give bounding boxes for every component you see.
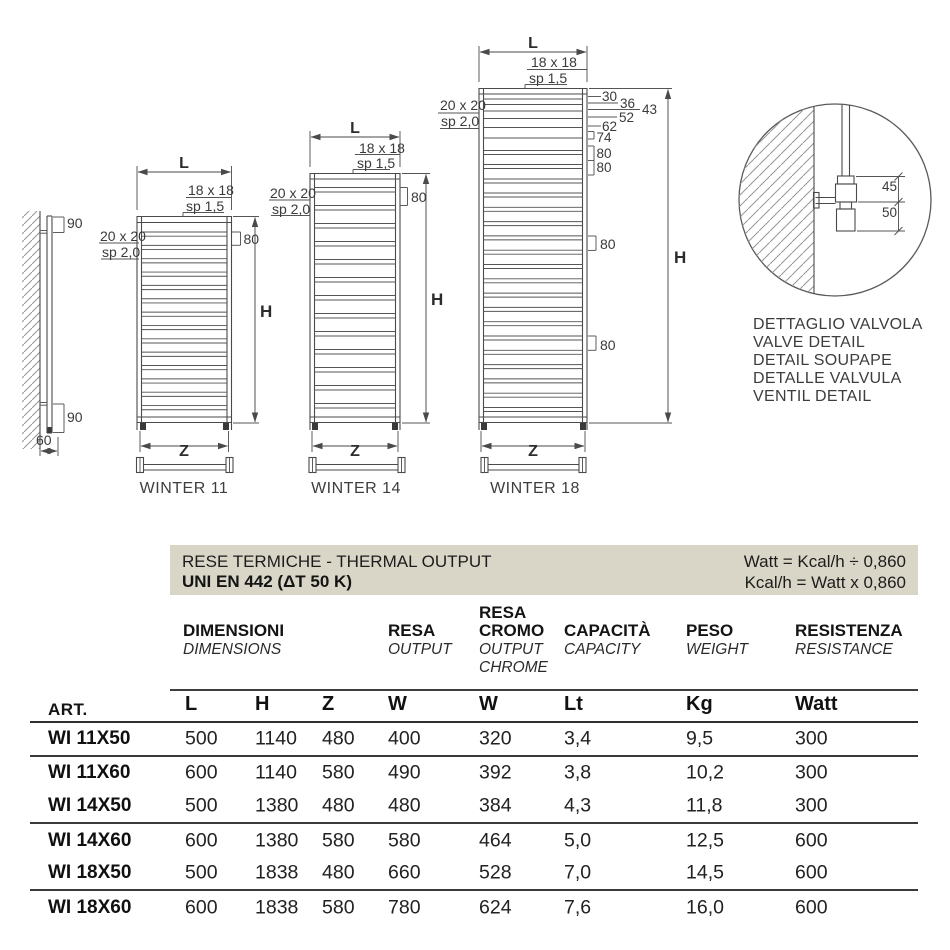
- w14-dim-h-label: H: [431, 290, 444, 309]
- w11-dim-l-label: L: [179, 155, 189, 172]
- valve-dim-45: 45: [882, 179, 898, 194]
- side-dim-bottom: 90: [67, 409, 83, 425]
- group-output-chrome-en1: OUTPUT: [479, 641, 543, 658]
- cell-output: 660: [388, 861, 421, 884]
- w18-dim-h-label: H: [674, 248, 687, 267]
- unit-watt: Watt: [795, 693, 838, 715]
- valve-caption-en: VALVE DETAIL: [753, 334, 866, 351]
- unit-w-output: W: [388, 693, 407, 715]
- cell-z: 480: [322, 794, 355, 817]
- cell-l: 600: [185, 829, 218, 852]
- cell-capacity: 5,0: [564, 829, 592, 852]
- unit-kg: Kg: [686, 693, 713, 715]
- w18-dim-80-low: 80: [600, 337, 616, 353]
- w14-dim-z-label: Z: [350, 443, 360, 460]
- w18-dim-l-label: L: [528, 35, 538, 52]
- side-dim-top: 90: [67, 215, 83, 231]
- group-output-en: OUTPUT: [388, 641, 452, 658]
- table-row: [30, 891, 918, 925]
- cell-h: 1838: [255, 861, 299, 884]
- cell-l: 500: [185, 794, 218, 817]
- cell-weight: 14,5: [686, 861, 724, 884]
- group-weight-en: WEIGHT: [686, 641, 748, 658]
- cell-h: 1140: [255, 727, 297, 750]
- cell-output-chrome: 464: [479, 829, 512, 852]
- art-column-header: ART.: [48, 700, 88, 719]
- cell-output: 490: [388, 761, 421, 784]
- w18-collector-size-label: 20 x 20: [440, 97, 486, 113]
- group-dimensions-it: DIMENSIONI: [183, 621, 285, 640]
- cell-weight: 11,8: [686, 794, 723, 817]
- w18-spacing-74: 74: [596, 130, 612, 145]
- w18-spacing-62: 62: [602, 118, 618, 134]
- unit-z: Z: [322, 693, 335, 715]
- table-row: [30, 790, 918, 824]
- cell-capacity: 7,0: [564, 861, 592, 884]
- cell-output-chrome: 392: [479, 761, 512, 784]
- cell-output-chrome: 384: [479, 794, 512, 817]
- table-row: [30, 723, 918, 757]
- winter14-drawing: [269, 131, 430, 473]
- w18-spacing-30: 30: [602, 89, 618, 104]
- cell-output: 580: [388, 829, 421, 852]
- w14-tube-size-label: 18 x 18: [359, 140, 405, 156]
- cell-output: 780: [388, 896, 421, 919]
- valve-detail-drawing: [739, 104, 931, 296]
- cell-resistance: 300: [795, 727, 828, 750]
- unit-h: H: [255, 693, 270, 715]
- banner-title: RESE TERMICHE - THERMAL OUTPUT: [182, 552, 492, 571]
- group-output-it: RESA: [388, 621, 436, 640]
- group-dimensions-en: DIMENSIONS: [183, 641, 282, 658]
- cell-h: 1140: [255, 761, 297, 784]
- w11-collector-thickness-label: sp 2,0: [102, 244, 141, 260]
- w18-collector-thickness-label: sp 2,0: [441, 113, 480, 129]
- valve-caption-de: VENTIL DETAIL: [753, 388, 872, 405]
- w14-collector-thickness-label: sp 2,0: [272, 200, 311, 217]
- cell-z: 480: [322, 861, 355, 884]
- cell-resistance: 600: [795, 896, 828, 919]
- cell-resistance: 300: [795, 794, 828, 817]
- group-capacity-en: CAPACITY: [564, 641, 641, 658]
- w18-spacing-36: 36: [620, 95, 636, 111]
- cell-resistance: 600: [795, 829, 828, 852]
- banner-formula-kcal: Kcal/h = Watt x 0,860: [744, 573, 906, 592]
- w18-dim-80-mid: 80: [600, 236, 616, 252]
- w18-spacing-80a: 80: [596, 145, 612, 161]
- w18-spacing-43: 43: [642, 102, 658, 117]
- table-row: [30, 824, 918, 858]
- group-output-chrome-it2: CROMO: [479, 621, 545, 640]
- valve-caption-es: DETALLE VALVULA: [753, 370, 902, 387]
- w18-model-name: WINTER 18: [490, 480, 580, 497]
- w11-collector-size-label: 20 x 20: [100, 228, 146, 244]
- cell-art: WI 18X60: [48, 896, 132, 918]
- cell-weight: 12,5: [686, 829, 724, 852]
- table-row: [30, 757, 918, 791]
- cell-output-chrome: 528: [479, 861, 512, 884]
- cell-capacity: 3,8: [564, 761, 592, 784]
- unit-lt: Lt: [564, 693, 583, 715]
- cell-l: 500: [185, 861, 218, 884]
- spec-table: [30, 721, 918, 925]
- table-units-row: [30, 693, 918, 721]
- banner-subtitle: UNI EN 442 (ΔT 50 K): [182, 572, 352, 591]
- cell-l: 600: [185, 896, 218, 919]
- cell-output: 480: [388, 794, 421, 817]
- thermal-output-banner: [170, 545, 918, 595]
- cell-art: WI 14X50: [48, 794, 132, 816]
- unit-w-chrome: W: [479, 693, 498, 715]
- cell-capacity: 3,4: [564, 727, 592, 750]
- valve-caption-fr: DETAIL SOUPAPE: [753, 352, 893, 369]
- winter11-drawing: [99, 166, 259, 473]
- w18-spacing-80b: 80: [596, 160, 612, 175]
- w14-model-name: WINTER 14: [311, 480, 401, 497]
- group-weight-it: PESO: [686, 621, 734, 640]
- side-view-drawing: [22, 211, 64, 456]
- cell-h: 1838: [255, 896, 299, 919]
- cell-h: 1380: [255, 794, 299, 817]
- banner-formula-watt: Watt = Kcal/h ÷ 0,860: [743, 552, 906, 571]
- w11-dim-h-label: H: [260, 302, 273, 321]
- cell-z: 580: [322, 896, 355, 919]
- w18-spacing-52: 52: [619, 109, 635, 125]
- cell-weight: 16,0: [686, 896, 724, 919]
- cell-output: 400: [388, 727, 421, 750]
- cell-z: 580: [322, 829, 355, 852]
- valve-caption-it: DETTAGLIO VALVOLA: [753, 316, 923, 333]
- unit-l: L: [185, 693, 198, 715]
- w11-tube-size-label: 18 x 18: [188, 182, 234, 198]
- cell-h: 1380: [255, 829, 299, 852]
- side-dim-depth: 60: [36, 432, 52, 448]
- w18-tube-size-label: 18 x 18: [531, 54, 577, 70]
- w14-dim-l-label: L: [350, 120, 360, 137]
- cell-art: WI 18X50: [48, 862, 132, 884]
- w14-collector-size-label: 20 x 20: [270, 185, 316, 201]
- group-output-chrome-it1: RESA: [479, 603, 527, 622]
- w11-dim-80-label: 80: [243, 231, 260, 247]
- cell-l: 600: [185, 761, 218, 784]
- w11-tube-thickness-label: sp 1,5: [186, 198, 225, 214]
- w11-model-name: WINTER 11: [139, 480, 229, 497]
- cell-output-chrome: 320: [479, 727, 512, 750]
- w18-dim-z-label: Z: [528, 443, 538, 460]
- cell-z: 480: [322, 727, 355, 750]
- group-resistance-en: RESISTANCE: [795, 641, 893, 658]
- valve-dim-50: 50: [882, 205, 898, 220]
- cell-weight: 9,5: [686, 727, 714, 750]
- cell-capacity: 7,6: [564, 896, 592, 919]
- group-resistance-it: RESISTENZA: [795, 621, 903, 640]
- cell-l: 500: [185, 727, 218, 750]
- group-header-divider: [170, 689, 918, 691]
- group-output-chrome-en2: CHROME: [479, 659, 548, 676]
- cell-z: 580: [322, 761, 355, 784]
- group-capacity-it: CAPACITÀ: [564, 621, 651, 640]
- w11-dim-z-label: Z: [179, 443, 189, 460]
- cell-weight: 10,2: [686, 761, 724, 784]
- cell-capacity: 4,3: [564, 794, 592, 817]
- cell-resistance: 300: [795, 761, 828, 784]
- w14-tube-thickness-label: sp 1,5: [357, 155, 396, 171]
- cell-art: WI 14X60: [48, 829, 132, 851]
- cell-art: WI 11X50: [48, 727, 131, 749]
- cell-output-chrome: 624: [479, 896, 512, 919]
- table-row: [30, 857, 918, 891]
- w18-tube-thickness-label: sp 1,5: [529, 70, 568, 86]
- cell-resistance: 600: [795, 861, 828, 884]
- w14-dim-80-label: 80: [411, 189, 427, 205]
- cell-art: WI 11X60: [48, 762, 131, 784]
